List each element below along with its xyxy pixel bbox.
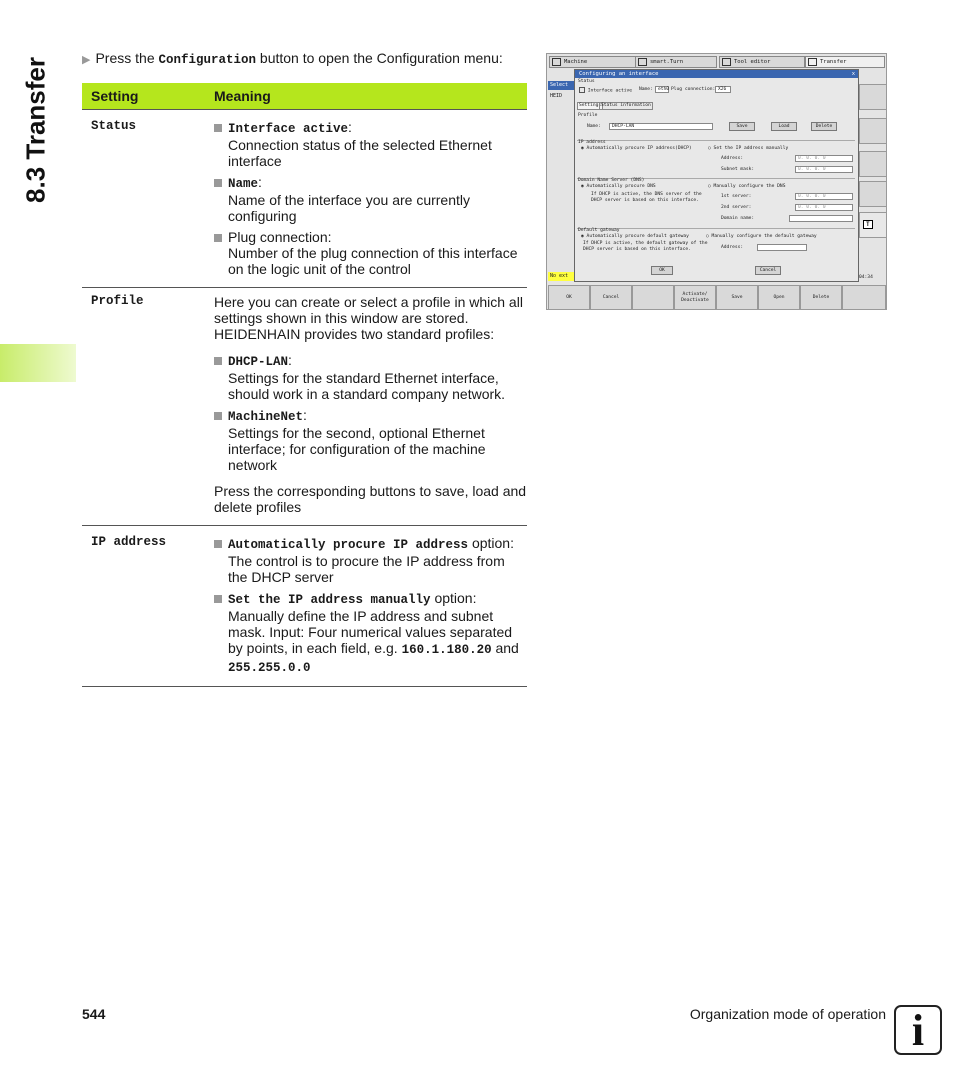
dns1-label: 1st server: (721, 194, 752, 199)
status-group-label: Status (578, 79, 595, 84)
transfer-icon (808, 58, 817, 66)
intro-instruction: ▶ Press the Configuration button to open the Configuration menu: (82, 50, 503, 67)
info-icon: i (894, 1005, 942, 1055)
gateway-manual-radio[interactable]: ○ Manually configure the default gateway (706, 234, 817, 239)
name-label: Name: (639, 87, 653, 92)
subtab-settings[interactable]: Settings (579, 103, 602, 108)
softkey-empty[interactable] (632, 285, 674, 310)
chapter-side-title: 8.3 Transfer (20, 57, 51, 203)
page-number: 544 (82, 1006, 106, 1022)
list-item: MachineNet: Settings for the second, optional Ethernet interface; for configuration of the machine network (214, 407, 527, 473)
right-panel-button[interactable] (859, 118, 887, 144)
subnet-field[interactable]: 0. 0. 0. 0 (795, 166, 853, 173)
dns1-field[interactable]: 0. 0. 0. 0 (795, 193, 853, 200)
header-setting: Setting (91, 88, 139, 104)
ip-address-field[interactable]: 0. 0. 0. 0 (795, 155, 853, 162)
address-label: Address: (721, 156, 744, 161)
settings-table (82, 83, 527, 687)
ip-manual-radio[interactable]: ○ Set the IP address manually (708, 146, 789, 151)
subtab-status-information[interactable]: Status information (601, 103, 651, 108)
list-item: Set the IP address manually option: Manually define the IP address and subnet mask. Input: Four numerical values separated by points, in each field, e.g. 160.1.180.20 and 255.255.0.0 (214, 590, 527, 676)
bullet-square-icon (214, 595, 222, 603)
ip-auto-radio[interactable]: ◉ Automatically procure IP address(DHCP) (581, 146, 692, 151)
softkey-open[interactable]: Open (758, 285, 800, 310)
name-field[interactable]: eth0 (655, 86, 669, 93)
plug-label: Plug connection: (671, 87, 716, 92)
bullet-square-icon (214, 412, 222, 420)
gateway-address-label: Address: (721, 245, 744, 250)
profile-name-label: Name: (587, 124, 601, 129)
softkey-empty[interactable] (842, 285, 886, 310)
gateway-group-label: Default gateway (578, 228, 620, 233)
list-item: DHCP-LAN: Settings for the standard Ethernet interface, should work in a standard company network. (214, 352, 527, 402)
configuration-key: Configuration (158, 53, 257, 67)
bullet-arrow-icon: ▶ (82, 54, 91, 66)
interface-active-checkbox[interactable]: Interface active (579, 87, 632, 95)
header-meaning: Meaning (214, 88, 271, 104)
softkey-save[interactable]: Save (716, 285, 758, 310)
table-row-profile (82, 288, 527, 526)
profile-delete-button[interactable]: Delete (811, 122, 837, 131)
gateway-address-field[interactable] (757, 244, 807, 251)
domain-label: Domain name: (721, 216, 755, 221)
dns-group-label: Domain Name Server (DNS) (578, 178, 645, 183)
dns-auto-radio[interactable]: ◉ Automatically procure DNS (581, 184, 656, 189)
bullet-square-icon (214, 234, 222, 242)
dns2-label: 2nd server: (721, 205, 752, 210)
tool-t-icon: T (863, 220, 873, 229)
profile-save-button[interactable]: Save (729, 122, 755, 131)
dns-note: DHCP server is based on this interface. (591, 198, 699, 203)
profile-description: Here you can create or select a profile in which all settings shown in this window are stored. HEIDENHAIN provides two standard profiles: (214, 294, 523, 342)
dns2-field[interactable]: 0. 0. 0. 0 (795, 204, 853, 211)
clock: 04:34 (859, 275, 873, 280)
bullet-square-icon (214, 357, 222, 365)
plug-field[interactable]: X26 (715, 86, 731, 93)
right-panel-button[interactable] (859, 181, 887, 207)
close-icon[interactable]: x (851, 71, 855, 77)
bullet-square-icon (214, 540, 222, 548)
ip-group-divider (577, 140, 855, 141)
domain-field[interactable] (789, 215, 853, 222)
table-header (82, 83, 527, 110)
right-panel-button[interactable] (859, 151, 887, 177)
setting-label: IP address (91, 535, 167, 549)
table-row-status (82, 110, 527, 288)
bullet-square-icon (214, 124, 222, 132)
table-row-ip-address (82, 526, 527, 687)
chapter-color-tab (0, 344, 76, 382)
heid-label: HEID (550, 93, 563, 99)
tab-tool-editor[interactable]: Tool editor (719, 56, 805, 68)
setting-label: Status (91, 119, 137, 133)
ip-group-label: IP address (578, 140, 606, 145)
footer-chapter: Organization mode of operation (689, 1006, 886, 1022)
profile-load-button[interactable]: Load (771, 122, 797, 131)
list-item: Plug connection: Number of the plug connection of this interface on the logic unit of the control (214, 229, 527, 277)
subnet-label: Subnet mask: (721, 167, 755, 172)
configuration-screenshot (546, 53, 887, 310)
tab-machine[interactable]: Machine (549, 56, 717, 68)
profile-name-field[interactable]: DHCP-LAN (609, 123, 713, 130)
dns-manual-radio[interactable]: ○ Manually configure the DNS (708, 184, 786, 189)
profile-group-label: Profile (578, 113, 598, 118)
gateway-note: If DHCP is active, the default gateway of the (583, 241, 708, 246)
dialog-cancel-button[interactable]: Cancel (755, 266, 781, 275)
right-panel-button[interactable] (859, 84, 887, 110)
list-item: Automatically procure IP address option: The control is to procure the IP address from the DHCP server (214, 535, 527, 585)
softkey-activate-deactivate[interactable]: Activate/ Deactivate (674, 285, 716, 310)
tab-smart-turn[interactable]: smart.Turn (635, 56, 717, 68)
setting-label: Profile (91, 294, 144, 308)
dialog-title-bar: Configuring an interface x (575, 70, 858, 78)
tool-editor-icon (722, 58, 731, 66)
status-message: No ext (548, 272, 574, 281)
gateway-note: DHCP server is based on this interface. (583, 247, 691, 252)
tab-transfer[interactable]: Transfer (805, 56, 885, 68)
list-item: Name: Name of the interface you are currently configuring (214, 174, 527, 224)
dialog-ok-button[interactable]: OK (651, 266, 673, 275)
dns-note: If DHCP is active, the DNS server of the (591, 192, 702, 197)
configure-interface-dialog (574, 69, 859, 282)
bullet-square-icon (214, 179, 222, 187)
softkey-delete[interactable]: Delete (800, 285, 842, 310)
smart-turn-icon (638, 58, 647, 66)
list-item: Interface active: Connection status of the selected Ethernet interface (214, 119, 527, 169)
softkey-cancel[interactable]: Cancel (590, 285, 632, 310)
select-label: Select (548, 81, 574, 90)
machine-icon (552, 58, 561, 66)
softkey-ok[interactable]: OK (548, 285, 590, 310)
tool-t-button[interactable] (859, 212, 887, 238)
gateway-auto-radio[interactable]: ◉ Automatically procure default gateway (581, 234, 689, 239)
profile-note: Press the corresponding buttons to save, load and delete profiles (214, 483, 527, 515)
